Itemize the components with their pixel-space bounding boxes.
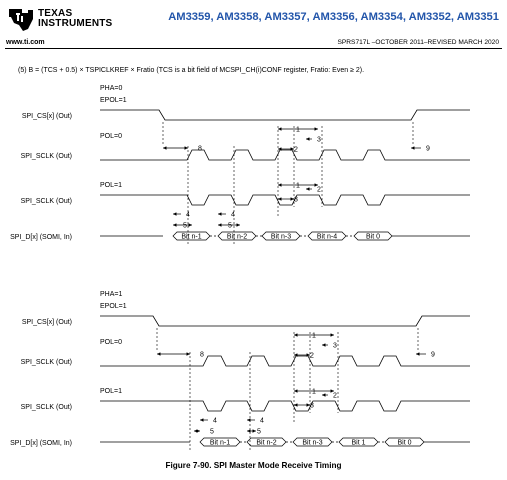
timing-parameter-3 bbox=[322, 343, 337, 350]
timing-label: 8 bbox=[198, 145, 202, 153]
timing-parameter-2 bbox=[322, 393, 337, 400]
data-bit-2 bbox=[262, 232, 308, 240]
page-title: AM3359, AM3358, AM3357, AM3356, AM3354, AM3352, AM3351 bbox=[168, 11, 499, 23]
cs-waveform bbox=[100, 316, 470, 326]
pol1-label: POL=1 bbox=[100, 182, 122, 189]
data-bit-0 bbox=[200, 438, 247, 446]
data-bit-label: Bit 1 bbox=[351, 439, 366, 447]
data-bit-label: Bit n-1 bbox=[181, 233, 202, 241]
figure-caption: Figure 7-90. SPI Master Mode Receive Timing bbox=[165, 461, 342, 470]
data-bit-label: Bit n-1 bbox=[209, 439, 231, 447]
timing-parameter-1 bbox=[294, 389, 334, 396]
data-bit-0 bbox=[173, 232, 218, 240]
timing-label: 5 bbox=[183, 222, 187, 230]
data-bit-label: Bit n-4 bbox=[316, 233, 338, 241]
timing-label: 3 bbox=[333, 342, 337, 350]
timing-label: 4 bbox=[186, 211, 190, 219]
timing-label: 4 bbox=[213, 417, 217, 425]
timing-parameter-3 bbox=[278, 197, 298, 204]
timing-parameter-4 bbox=[247, 418, 264, 425]
timing-parameter-2 bbox=[306, 187, 321, 194]
timing-parameter-1 bbox=[278, 127, 318, 134]
sclk-pol1-waveform bbox=[100, 401, 470, 411]
sclk-pol0-waveform bbox=[100, 356, 470, 366]
timing-label: 5 bbox=[257, 428, 261, 436]
timing-label: 3 bbox=[310, 402, 314, 410]
data-bit-label: Bit n-3 bbox=[270, 233, 292, 241]
data-bit-4 bbox=[354, 232, 392, 240]
timing-label: 2 bbox=[294, 146, 298, 154]
timing-label: 4 bbox=[231, 211, 235, 219]
timing-parameter-5 bbox=[173, 223, 192, 230]
brand-line-1: TEXAS bbox=[38, 8, 73, 19]
timing-parameter-8 bbox=[163, 146, 202, 153]
document-id: SPRS717L –OCTOBER 2011–REVISED MARCH 2020 bbox=[337, 39, 499, 46]
timing-label: 9 bbox=[426, 145, 430, 153]
data-bit-1 bbox=[218, 232, 262, 240]
timing-label: 2 bbox=[310, 352, 314, 360]
site-url[interactable]: www.ti.com bbox=[6, 39, 45, 46]
timing-parameter-5 bbox=[194, 429, 214, 436]
signal-label-data: SPI_D[x] (SOMI, In) bbox=[10, 234, 72, 241]
pha-label: PHA=1 bbox=[100, 291, 123, 298]
timing-label: 5 bbox=[210, 428, 214, 436]
timing-parameter-9 bbox=[411, 146, 430, 153]
timing-parameter-1 bbox=[294, 333, 334, 340]
data-bit-label: Bit n-3 bbox=[302, 439, 323, 447]
data-bit-label: Bit 0 bbox=[397, 439, 412, 447]
brand-line-2: INSTRUMENTS bbox=[38, 18, 113, 29]
timing-label: 2 bbox=[317, 186, 321, 194]
data-bit-1 bbox=[247, 438, 293, 446]
timing-parameter-1 bbox=[278, 183, 318, 190]
timing-parameter-8 bbox=[157, 352, 204, 359]
pol0-label: POL=0 bbox=[100, 339, 122, 346]
timing-parameter-5 bbox=[247, 429, 261, 436]
timing-diagram-pha0 bbox=[10, 85, 470, 244]
pha-label: PHA=0 bbox=[100, 85, 123, 92]
timing-parameter-9 bbox=[416, 352, 435, 359]
pol1-label: POL=1 bbox=[100, 388, 122, 395]
data-bit-3 bbox=[308, 232, 354, 240]
timing-parameter-4 bbox=[173, 212, 190, 219]
data-bit-3 bbox=[339, 438, 385, 446]
signal-label-sclk-pol0: SPI_SCLK (Out) bbox=[20, 153, 72, 160]
epol-label: EPOL=1 bbox=[100, 97, 127, 104]
timing-parameter-4 bbox=[218, 212, 235, 219]
pol0-label: POL=0 bbox=[100, 133, 122, 140]
data-bit-2 bbox=[293, 438, 339, 446]
signal-label-cs: SPI_CS[x] (Out) bbox=[21, 113, 72, 120]
data-bit-label: Bit n-2 bbox=[226, 233, 248, 241]
signal-label-sclk-pol1: SPI_SCLK (Out) bbox=[20, 404, 72, 411]
timing-label: 3 bbox=[294, 196, 298, 204]
signal-label-data: SPI_D[x] (SOMI, In) bbox=[10, 440, 72, 447]
timing-label: 1 bbox=[296, 126, 300, 134]
signal-label-cs: SPI_CS[x] (Out) bbox=[21, 319, 72, 326]
timing-label: 4 bbox=[260, 417, 264, 425]
data-bit-label: Bit n-2 bbox=[256, 439, 277, 447]
timing-label: 9 bbox=[431, 351, 435, 359]
timing-label: 1 bbox=[312, 332, 316, 340]
signal-label-sclk-pol1: SPI_SCLK (Out) bbox=[20, 198, 72, 205]
sclk-pol1-waveform bbox=[100, 195, 470, 205]
timing-label: 2 bbox=[333, 392, 337, 400]
timing-label: 1 bbox=[296, 182, 300, 190]
cs-waveform bbox=[100, 110, 470, 120]
footnote: (5) B = (TCS + 0.5) × TSPICLKREF × Fratio (TCS is a bit field of MCSPI_CH(i)CONF register, Fratio: Even ≥ 2). bbox=[18, 67, 365, 74]
signal-label-sclk-pol0: SPI_SCLK (Out) bbox=[20, 359, 72, 366]
timing-parameter-5 bbox=[218, 223, 240, 230]
sclk-pol0-waveform bbox=[100, 150, 470, 160]
timing-parameter-3 bbox=[294, 403, 314, 410]
timing-label: 1 bbox=[312, 388, 316, 396]
timing-label: 8 bbox=[200, 351, 204, 359]
timing-label: 5 bbox=[228, 222, 232, 230]
epol-label: EPOL=1 bbox=[100, 303, 127, 310]
timing-diagram-pha1 bbox=[10, 291, 470, 450]
data-bit-4 bbox=[385, 438, 424, 446]
timing-parameter-3 bbox=[306, 137, 321, 144]
timing-label: 3 bbox=[317, 136, 321, 144]
timing-parameter-4 bbox=[200, 418, 217, 425]
data-bit-label: Bit 0 bbox=[365, 233, 381, 241]
